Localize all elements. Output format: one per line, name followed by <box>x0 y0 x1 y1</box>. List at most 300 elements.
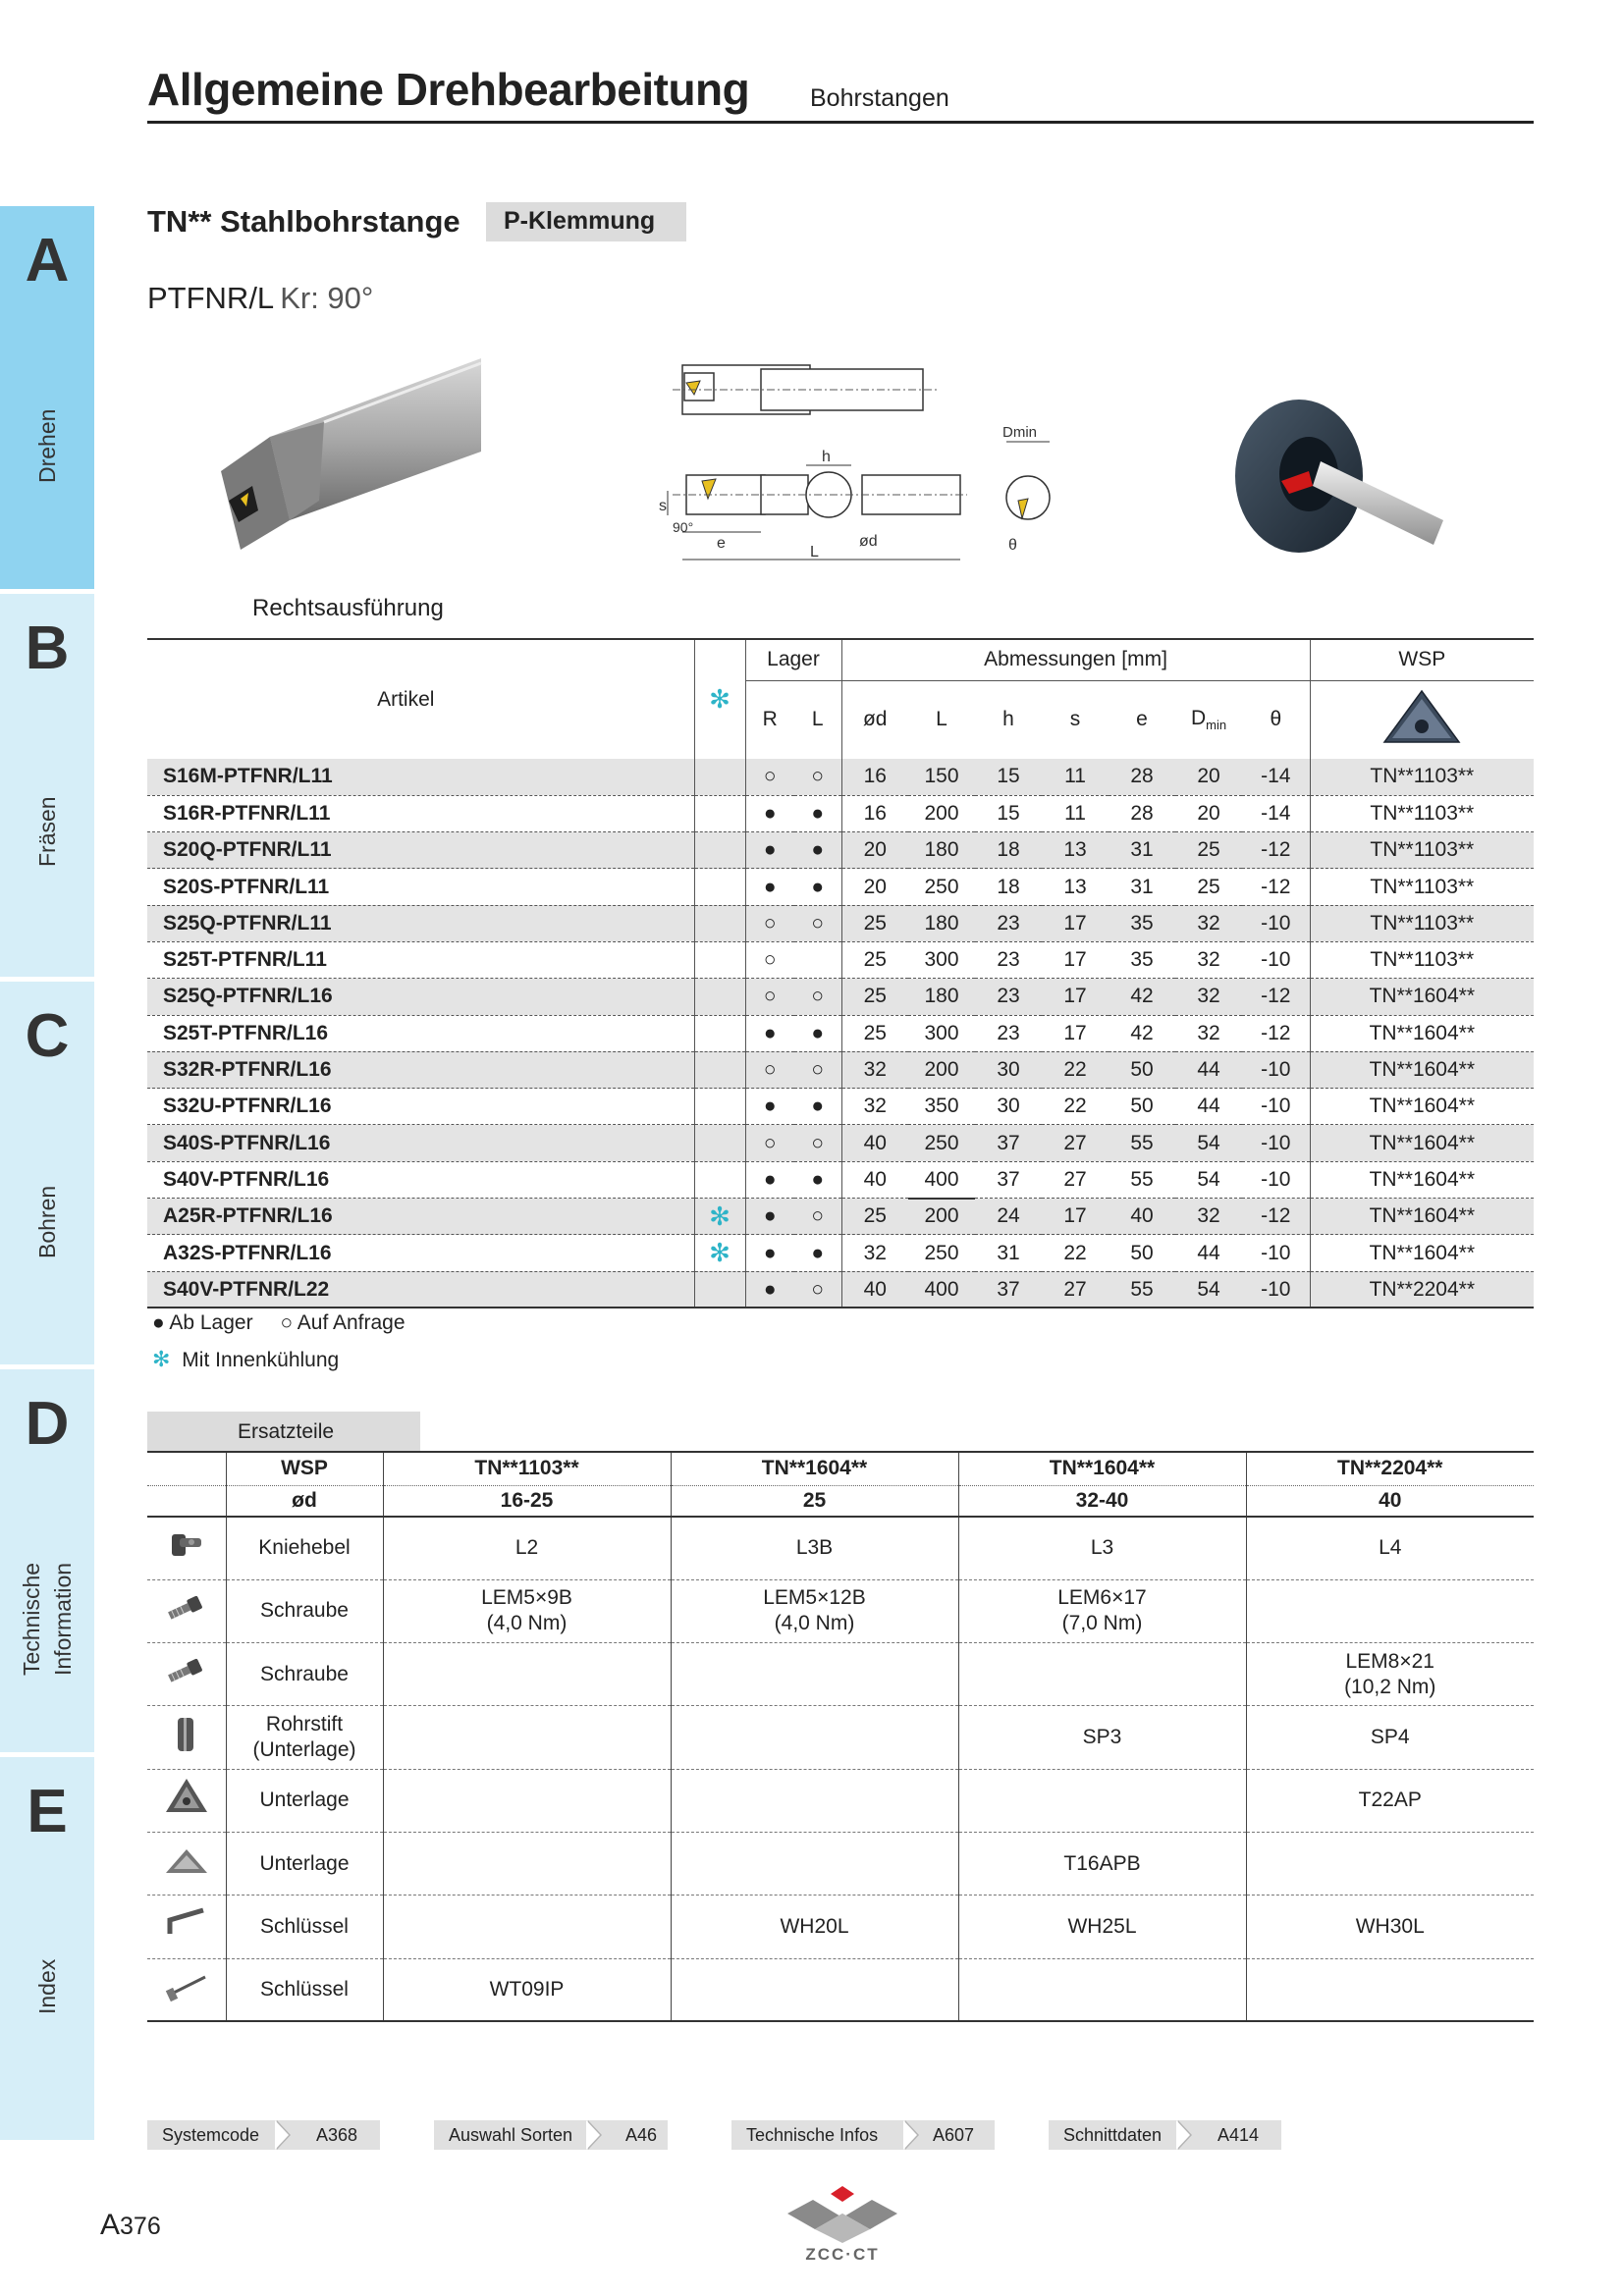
link-technische-infos[interactable] <box>731 2120 995 2150</box>
spare-part-icon-cell <box>147 1643 226 1706</box>
dim-od: 40 <box>841 1271 908 1308</box>
coolant-mark <box>694 1125 745 1161</box>
dim-s: 27 <box>1042 1125 1109 1161</box>
insert-code: TN**1604** <box>1310 979 1534 1015</box>
dim-s: 11 <box>1042 759 1109 795</box>
dim-e: 55 <box>1109 1271 1175 1308</box>
stock-l: ● <box>794 869 841 905</box>
product-row <box>147 1235 1534 1271</box>
spare-part-code <box>383 1706 671 1769</box>
spare-part-code: LEM8×21 (10,2 Nm) <box>1246 1643 1534 1706</box>
dim-od: 32 <box>841 1089 908 1125</box>
dim-h: 23 <box>975 979 1042 1015</box>
dim-e: 42 <box>1109 979 1175 1015</box>
product-row <box>147 1271 1534 1308</box>
spare-part-code: LEM5×12B (4,0 Nm) <box>671 1579 958 1642</box>
product-row <box>147 759 1534 795</box>
tab-c-bohren[interactable] <box>0 977 94 1364</box>
dim-angle: 90° <box>673 519 694 535</box>
insert-code: TN**1604** <box>1310 1051 1534 1088</box>
dim-theta: -12 <box>1242 832 1310 869</box>
dim-theta: -10 <box>1242 1271 1310 1308</box>
spare-part-row <box>147 1832 1534 1895</box>
spare-part-row <box>147 1643 1534 1706</box>
stock-r: ○ <box>745 759 794 795</box>
tab-label: Fräsen <box>34 796 60 867</box>
stock-l: ○ <box>794 979 841 1015</box>
screw-icon <box>162 1583 211 1632</box>
spare-part-code: SP4 <box>1246 1706 1534 1769</box>
spare-part-icon-cell <box>147 1769 226 1832</box>
hex-key-icon <box>162 1898 211 1948</box>
stock-r: ○ <box>745 1051 794 1088</box>
spare-part-code <box>383 1769 671 1832</box>
insert-code: TN**1103** <box>1310 941 1534 978</box>
coolant-mark <box>694 979 745 1015</box>
kr-angle: Kr: 90° <box>280 281 374 315</box>
tab-letter: A <box>25 227 70 294</box>
dim-s: 17 <box>1042 941 1109 978</box>
stock-l: ○ <box>794 1271 841 1308</box>
spare-part-icon-cell <box>147 1517 226 1579</box>
dim-s: s <box>659 498 667 514</box>
dim-od: ød <box>859 533 878 550</box>
dim-length: 350 <box>908 1089 975 1125</box>
spare-part-code <box>958 1769 1246 1832</box>
col-header-s: s <box>1069 708 1081 731</box>
chevron-right-icon <box>903 2120 917 2150</box>
article-code: S40V-PTFNR/L16 <box>147 1161 694 1198</box>
product-row <box>147 979 1534 1015</box>
product-row <box>147 1199 1534 1235</box>
dim-dmin: 32 <box>1175 941 1242 978</box>
dim-od: 32 <box>841 1235 908 1271</box>
dim-h: 37 <box>975 1125 1042 1161</box>
spare-part-code <box>383 1832 671 1895</box>
spare-part-code: L2 <box>383 1517 671 1579</box>
dim-theta: -12 <box>1242 869 1310 905</box>
article-code: S32U-PTFNR/L16 <box>147 1089 694 1125</box>
spare-header-blank <box>147 1485 226 1517</box>
dim-od: 25 <box>841 1015 908 1051</box>
stock-l: ● <box>794 795 841 831</box>
dim-length: 180 <box>908 832 975 869</box>
stock-r: ● <box>745 1161 794 1198</box>
dim-s: 13 <box>1042 869 1109 905</box>
insert-code: TN**1103** <box>1310 832 1534 869</box>
spare-parts-badge: Ersatzteile <box>147 1412 420 1451</box>
link-label: Auswahl Sorten <box>449 2125 573 2145</box>
dim-theta: -10 <box>1242 1161 1310 1198</box>
spare-part-name: Unterlage <box>226 1769 383 1832</box>
spare-part-icon-cell <box>147 1896 226 1958</box>
spare-part-code: WH30L <box>1246 1896 1534 1958</box>
spare-part-row <box>147 1579 1534 1642</box>
spare-part-code <box>671 1706 958 1769</box>
dim-e: 35 <box>1109 905 1175 941</box>
dim-h: 31 <box>975 1235 1042 1271</box>
stock-r: ○ <box>745 941 794 978</box>
spare-part-code <box>671 1643 958 1706</box>
spare-part-code <box>1246 1958 1534 2021</box>
tab-label: Index <box>34 1958 60 2014</box>
tube-pin-icon <box>162 1710 211 1759</box>
col-header-dmin <box>1175 680 1242 759</box>
tab-letter: C <box>25 1002 70 1070</box>
dim-length: 250 <box>908 869 975 905</box>
spare-part-row <box>147 1958 1534 2021</box>
dim-s: 22 <box>1042 1089 1109 1125</box>
spare-part-code: WH20L <box>671 1896 958 1958</box>
coolant-mark <box>694 1051 745 1088</box>
coolant-mark <box>694 1089 745 1125</box>
product-table <box>147 638 1534 1308</box>
technical-drawing <box>623 353 1075 584</box>
dim-theta: -12 <box>1242 1015 1310 1051</box>
spare-part-row <box>147 1517 1534 1579</box>
link-schnittdaten[interactable] <box>1049 2120 1281 2150</box>
dim-theta: θ <box>1008 537 1017 554</box>
link-page: A414 <box>1217 2125 1260 2145</box>
dim-s: 22 <box>1042 1051 1109 1088</box>
dim-length: 300 <box>908 941 975 978</box>
spare-part-code: SP3 <box>958 1706 1246 1769</box>
tab-letter: D <box>25 1390 70 1458</box>
boring-bar-image <box>211 353 486 560</box>
dim-od: 25 <box>841 979 908 1015</box>
page-header <box>147 61 1534 124</box>
shim-flat-icon <box>162 1836 211 1885</box>
dim-e: 55 <box>1109 1125 1175 1161</box>
tab-label: Bohren <box>34 1185 60 1258</box>
stock-l: ● <box>794 1015 841 1051</box>
col-header-h: h <box>1002 708 1014 731</box>
dmin-subscript: min <box>1206 718 1227 733</box>
dim-dmin: 44 <box>1175 1089 1242 1125</box>
link-systemcode[interactable] <box>147 2120 380 2150</box>
dim-h: 37 <box>975 1271 1042 1308</box>
dim-length: 400 <box>908 1161 975 1198</box>
coolant-icon: ✻ <box>152 1347 171 1371</box>
dim-theta: -14 <box>1242 759 1310 795</box>
stock-l: ○ <box>794 1051 841 1088</box>
spare-part-name: Unterlage <box>226 1832 383 1895</box>
spare-insert-1: TN**1103** <box>383 1452 671 1485</box>
dim-od: 40 <box>841 1125 908 1161</box>
spare-part-code: L3B <box>671 1517 958 1579</box>
col-header-r: R <box>745 680 794 759</box>
product-row <box>147 941 1534 978</box>
triangle-insert-icon <box>1382 689 1461 744</box>
dim-e: 35 <box>1109 941 1175 978</box>
spare-part-code: LEM6×17 (7,0 Nm) <box>958 1579 1246 1642</box>
insert-code: TN**1604** <box>1310 1161 1534 1198</box>
col-header-od: ød <box>841 680 908 759</box>
shim-icon <box>162 1773 211 1822</box>
spare-part-code: T16APB <box>958 1832 1246 1895</box>
spare-parts-table <box>147 1451 1534 2022</box>
stock-l: ● <box>794 1235 841 1271</box>
dim-length: 150 <box>908 759 975 795</box>
dim-e: 28 <box>1109 795 1175 831</box>
stock-r: ● <box>745 1199 794 1235</box>
article-code: A25R-PTFNR/L16 <box>147 1199 694 1235</box>
stock-r: ● <box>745 1089 794 1125</box>
dim-e: 42 <box>1109 1015 1175 1051</box>
spare-insert-3: TN**1604** <box>958 1452 1246 1485</box>
dim-length: 200 <box>908 1199 975 1235</box>
col-header-dimensions: Abmessungen [mm] <box>841 639 1310 680</box>
dim-od: 16 <box>841 759 908 795</box>
col-header-e: e <box>1136 708 1148 731</box>
link-label: Schnittdaten <box>1063 2125 1163 2145</box>
coolant-mark: ✻ <box>694 1199 745 1235</box>
dim-h: 18 <box>975 869 1042 905</box>
model-code: PTFNR/L <box>147 281 275 315</box>
product-row <box>147 832 1534 869</box>
coolant-mark <box>694 832 745 869</box>
clamp-lever-icon <box>162 1521 211 1570</box>
article-code: S40S-PTFNR/L16 <box>147 1125 694 1161</box>
spare-diameter-2: 25 <box>671 1485 958 1517</box>
dim-h: 30 <box>975 1051 1042 1088</box>
spare-part-icon-cell <box>147 1579 226 1642</box>
stock-l: ● <box>794 1161 841 1198</box>
legend-coolant-text: Mit Innenkühlung <box>182 1349 340 1371</box>
stock-r: ● <box>745 832 794 869</box>
chevron-right-icon <box>275 2120 289 2150</box>
brand-logo <box>784 2184 901 2263</box>
article-code: S20S-PTFNR/L11 <box>147 869 694 905</box>
spare-part-row <box>147 1706 1534 1769</box>
spare-part-icon-cell <box>147 1832 226 1895</box>
dim-dmin: 32 <box>1175 1015 1242 1051</box>
stock-l <box>794 941 841 978</box>
product-row <box>147 1125 1534 1161</box>
insert-code: TN**1103** <box>1310 869 1534 905</box>
dim-l: L <box>810 544 819 561</box>
stock-r: ○ <box>745 905 794 941</box>
dim-od: 25 <box>841 1199 908 1235</box>
article-code: S25T-PTFNR/L11 <box>147 941 694 978</box>
dim-theta: -12 <box>1242 1199 1310 1235</box>
article-code: S25Q-PTFNR/L16 <box>147 979 694 1015</box>
insert-code: TN**1604** <box>1310 1125 1534 1161</box>
dim-od: 40 <box>841 1161 908 1198</box>
spare-part-code <box>1246 1832 1534 1895</box>
variant-caption: Rechtsausführung <box>252 595 444 621</box>
tab-letter: E <box>27 1778 68 1845</box>
spare-part-row <box>147 1769 1534 1832</box>
coolant-mark <box>694 759 745 795</box>
article-code: S25T-PTFNR/L16 <box>147 1015 694 1051</box>
dim-e: 50 <box>1109 1235 1175 1271</box>
spare-part-code <box>958 1643 1246 1706</box>
product-row <box>147 1089 1534 1125</box>
dim-h: 23 <box>975 941 1042 978</box>
legend-stock-text: ● Ab Lager <box>152 1311 253 1334</box>
spare-part-name: Schlüssel <box>226 1896 383 1958</box>
coolant-mark <box>694 795 745 831</box>
stock-l: ● <box>794 832 841 869</box>
article-code: S25Q-PTFNR/L11 <box>147 905 694 941</box>
machining-image <box>1232 388 1448 555</box>
spare-part-code: T22AP <box>1246 1769 1534 1832</box>
coolant-mark <box>694 1161 745 1198</box>
dim-length: 180 <box>908 979 975 1015</box>
dim-length: 200 <box>908 795 975 831</box>
dim-dmin: 32 <box>1175 905 1242 941</box>
tab-letter: B <box>25 614 70 682</box>
col-header-wsp: WSP <box>1310 639 1534 680</box>
coolant-mark <box>694 1015 745 1051</box>
dim-s: 17 <box>1042 1015 1109 1051</box>
dim-theta: -14 <box>1242 795 1310 831</box>
dim-dmin: 32 <box>1175 979 1242 1015</box>
stock-l: ○ <box>794 759 841 795</box>
insert-code: TN**1103** <box>1310 795 1534 831</box>
product-title: TN** Stahlbohrstange <box>147 204 460 239</box>
chevron-right-icon <box>586 2120 600 2150</box>
legend-request-text: ○ Auf Anfrage <box>280 1311 406 1334</box>
col-header-theta: θ <box>1270 708 1282 731</box>
product-row <box>147 905 1534 941</box>
dim-h: 15 <box>975 795 1042 831</box>
dim-theta: -10 <box>1242 1125 1310 1161</box>
dim-dmin: 54 <box>1175 1125 1242 1161</box>
article-code: A32S-PTFNR/L16 <box>147 1235 694 1271</box>
link-auswahl-sorten[interactable] <box>434 2120 668 2150</box>
dim-length: 300 <box>908 1015 975 1051</box>
link-page: A46 <box>625 2125 658 2145</box>
page-subtitle: Bohrstangen <box>810 84 949 112</box>
link-label: Systemcode <box>162 2125 260 2145</box>
dim-od: 25 <box>841 941 908 978</box>
page-number <box>100 2209 161 2242</box>
dim-od: 20 <box>841 832 908 869</box>
stock-l: ○ <box>794 905 841 941</box>
spare-header-blank <box>147 1452 226 1485</box>
stock-r: ○ <box>745 979 794 1015</box>
spare-part-code <box>671 1958 958 2021</box>
page-prefix: A <box>100 2209 121 2241</box>
dim-s: 27 <box>1042 1161 1109 1198</box>
spare-part-name: Schraube <box>226 1579 383 1642</box>
spare-part-code: LEM5×9B (4,0 Nm) <box>383 1579 671 1642</box>
link-page: A607 <box>933 2125 975 2145</box>
stock-r: ● <box>745 1235 794 1271</box>
spare-part-code: L3 <box>958 1517 1246 1579</box>
tab-label: Drehen <box>34 408 60 483</box>
dim-length: 250 <box>908 1235 975 1271</box>
product-row <box>147 869 1534 905</box>
tab-b-fraesen[interactable] <box>0 589 94 977</box>
dim-s: 13 <box>1042 832 1109 869</box>
product-row <box>147 1051 1534 1088</box>
col-header-l-stock: L <box>811 708 824 731</box>
spare-part-icon-cell <box>147 1706 226 1769</box>
dim-s: 27 <box>1042 1271 1109 1308</box>
dim-e: 31 <box>1109 832 1175 869</box>
dim-s: 17 <box>1042 1199 1109 1235</box>
spare-insert-4: TN**2204** <box>1246 1452 1534 1485</box>
tab-d-technische-information[interactable] <box>0 1364 94 1752</box>
tab-label-2: Information <box>50 1562 76 1676</box>
spare-header-wsp: WSP <box>226 1452 383 1485</box>
dim-dmin: Dmin <box>1002 424 1038 441</box>
spare-part-code: WT09IP <box>383 1958 671 2021</box>
col-header-insert-image <box>1310 680 1534 759</box>
dim-s: 22 <box>1042 1235 1109 1271</box>
insert-code: TN**1604** <box>1310 1235 1534 1271</box>
col-header-coolant <box>694 639 745 759</box>
spare-diameter-4: 40 <box>1246 1485 1534 1517</box>
dim-h: 23 <box>975 1015 1042 1051</box>
article-code: S40V-PTFNR/L22 <box>147 1271 694 1308</box>
stock-l: ● <box>794 1089 841 1125</box>
insert-code: TN**1604** <box>1310 1089 1534 1125</box>
insert-code: TN**1604** <box>1310 1015 1534 1051</box>
coolant-mark <box>694 1271 745 1308</box>
spare-part-name: Kniehebel <box>226 1517 383 1579</box>
stock-l: ○ <box>794 1125 841 1161</box>
spare-part-code <box>958 1958 1246 2021</box>
dim-h: 18 <box>975 832 1042 869</box>
dim-length: 180 <box>908 905 975 941</box>
dim-e: 28 <box>1109 759 1175 795</box>
stock-r: ○ <box>745 1125 794 1161</box>
dim-s: 17 <box>1042 979 1109 1015</box>
insert-code: TN**1103** <box>1310 905 1534 941</box>
stock-r: ● <box>745 1271 794 1308</box>
dim-e: 50 <box>1109 1051 1175 1088</box>
dim-h: 37 <box>975 1161 1042 1198</box>
dim-h: 23 <box>975 905 1042 941</box>
stock-r: ● <box>745 869 794 905</box>
spare-part-row <box>147 1896 1534 1958</box>
spare-diameter-1: 16-25 <box>383 1485 671 1517</box>
insert-code: TN**2204** <box>1310 1271 1534 1308</box>
legend-stock <box>152 1311 406 1335</box>
dim-od: 16 <box>841 795 908 831</box>
spare-part-code <box>383 1643 671 1706</box>
spare-part-name: Rohrstift (Unterlage) <box>226 1706 383 1769</box>
coolant-mark <box>694 941 745 978</box>
article-code: S32R-PTFNR/L16 <box>147 1051 694 1088</box>
link-label: Technische Infos <box>746 2125 879 2145</box>
spare-part-name: Schlüssel <box>226 1958 383 2021</box>
spare-header-od: ød <box>226 1485 383 1517</box>
tab-a-drehen[interactable] <box>0 201 94 589</box>
spare-part-code: L4 <box>1246 1517 1534 1579</box>
dim-length: 200 <box>908 1051 975 1088</box>
article-code: S20Q-PTFNR/L11 <box>147 832 694 869</box>
spare-part-code <box>671 1769 958 1832</box>
dim-e: 55 <box>1109 1161 1175 1198</box>
spare-part-code <box>1246 1579 1534 1642</box>
article-code: S16R-PTFNR/L11 <box>147 795 694 831</box>
stock-r: ● <box>745 795 794 831</box>
screw-icon <box>162 1646 211 1695</box>
dim-dmin: 54 <box>1175 1161 1242 1198</box>
dim-theta: -12 <box>1242 979 1310 1015</box>
tab-e-index[interactable] <box>0 1752 94 2140</box>
dim-od: 20 <box>841 869 908 905</box>
dim-od: 32 <box>841 1051 908 1088</box>
product-row <box>147 795 1534 831</box>
page-title: Allgemeine Drehbearbeitung <box>147 64 750 115</box>
dim-theta: -10 <box>1242 1089 1310 1125</box>
